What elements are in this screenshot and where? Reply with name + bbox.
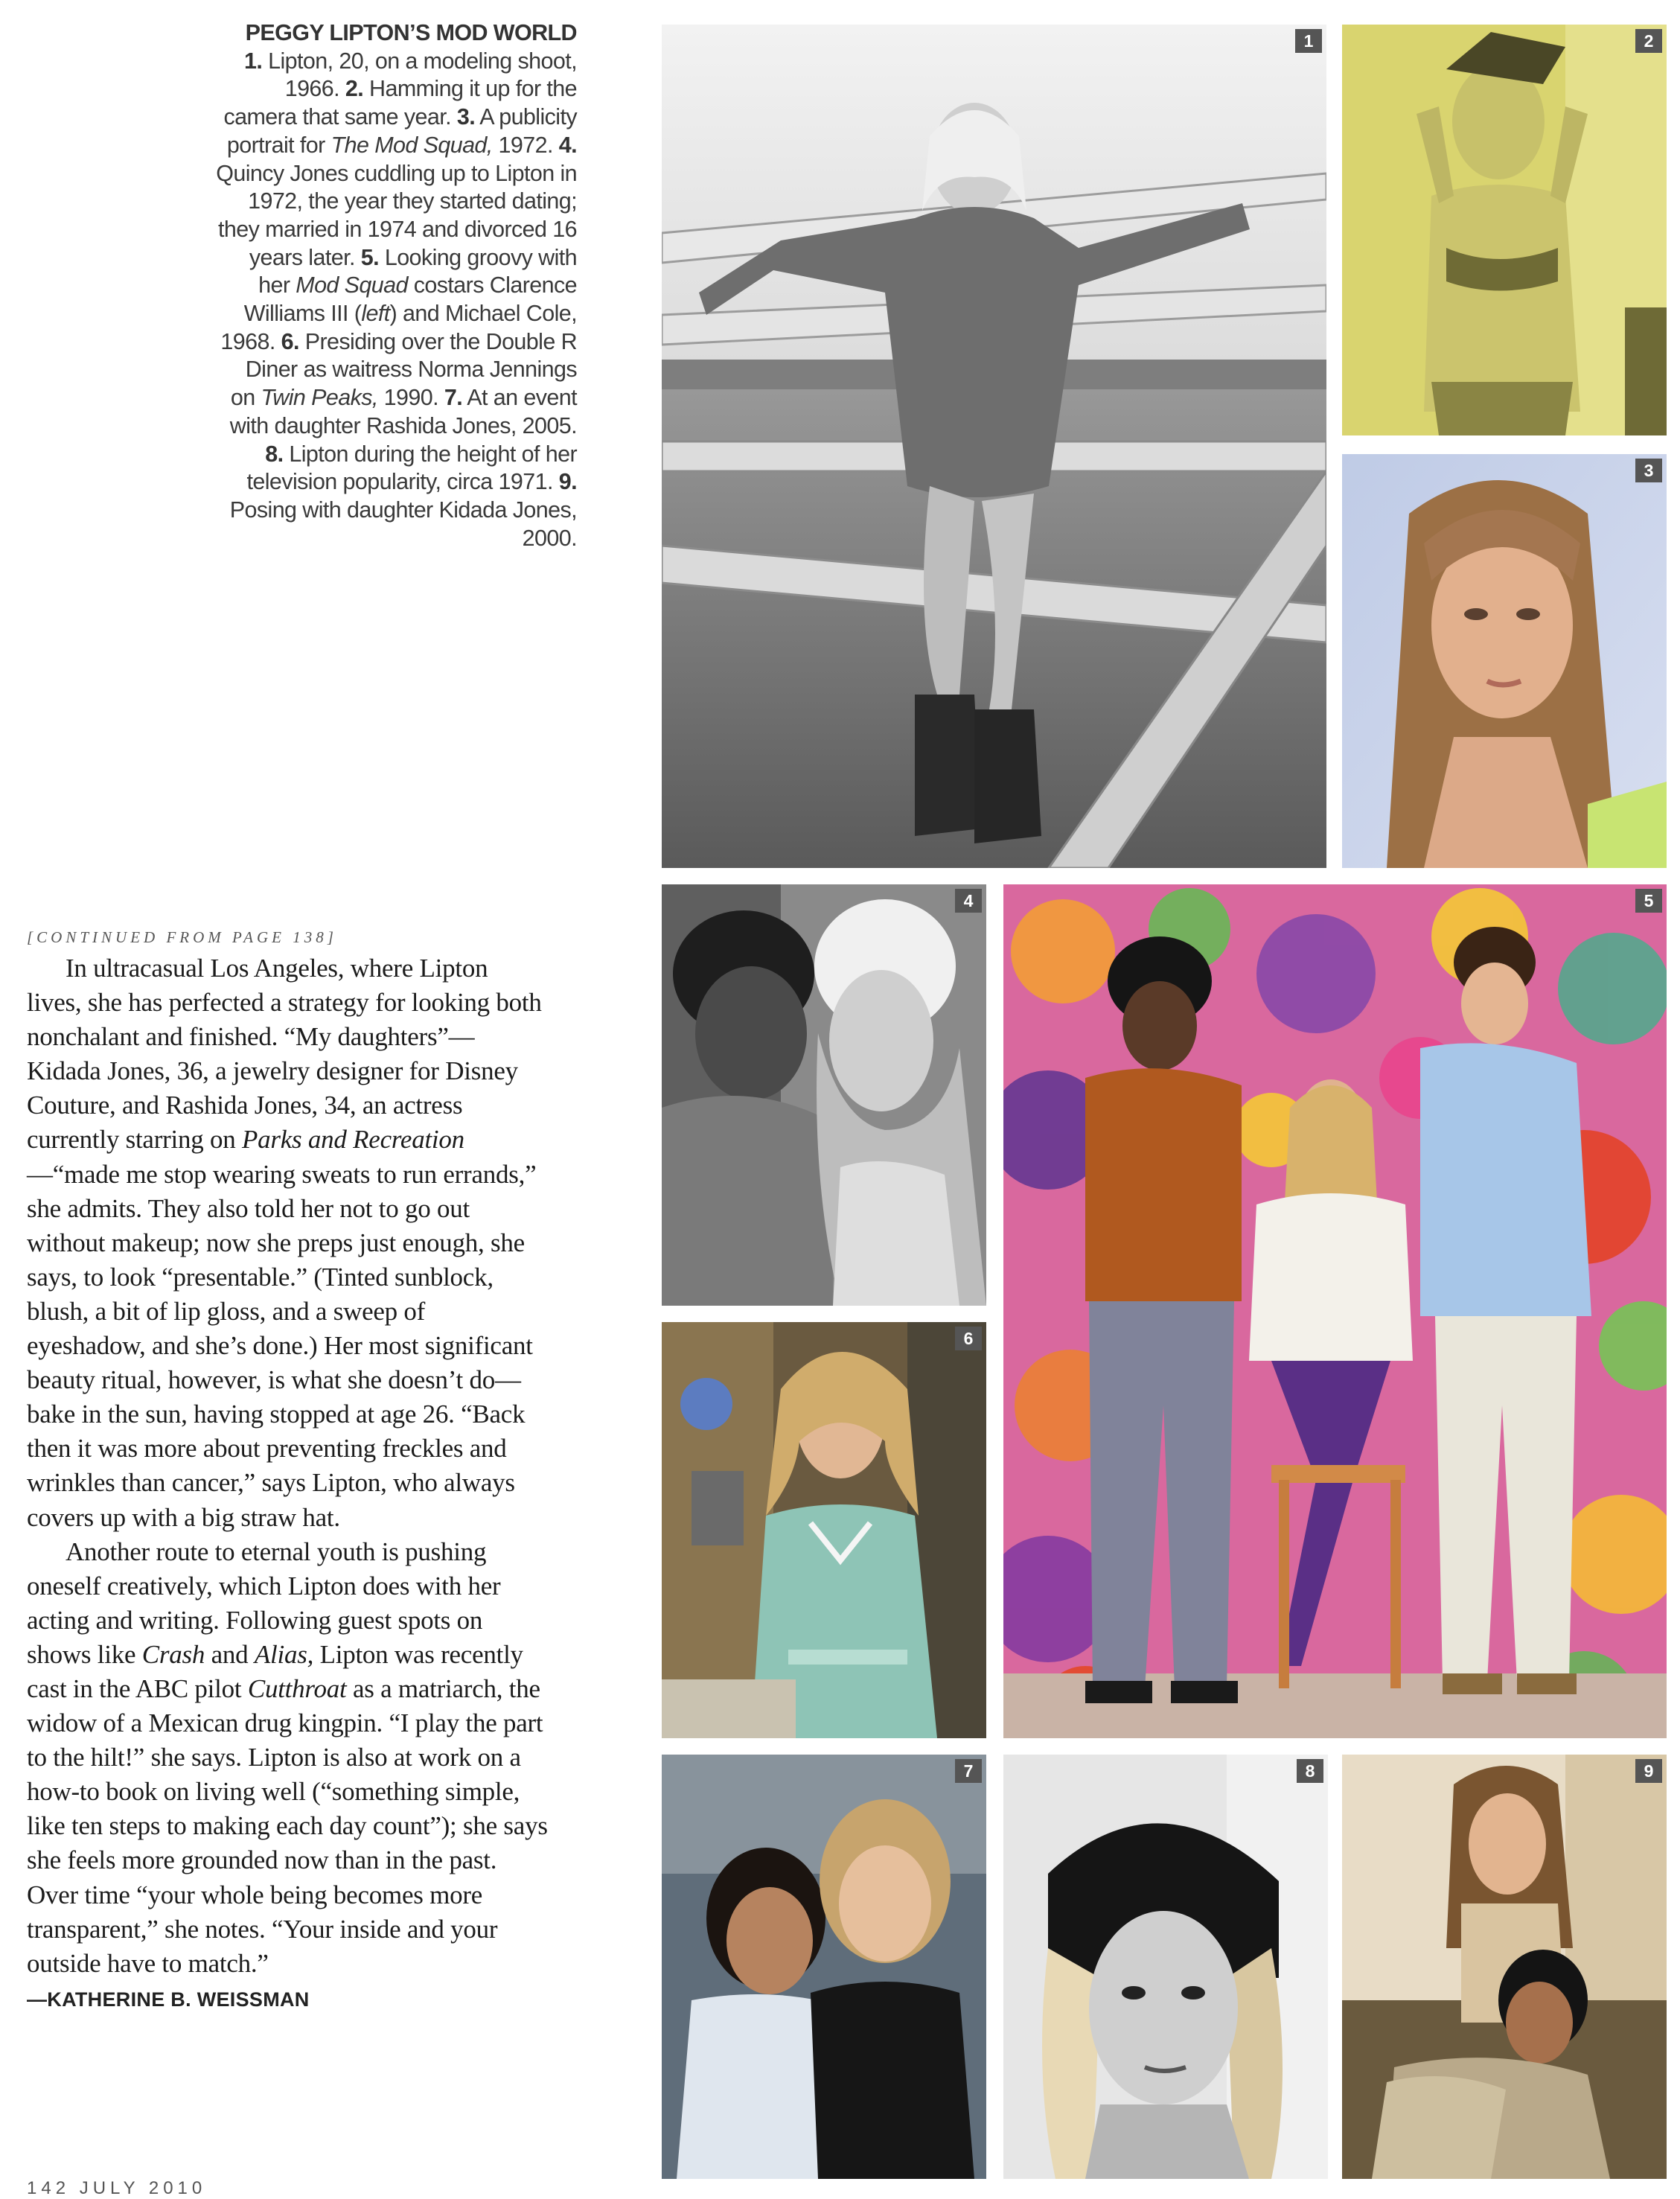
photo-number-badge: 3 — [1635, 459, 1662, 482]
article-text: Cutthroat — [247, 1673, 347, 1703]
caption-number: 2. — [345, 76, 364, 102]
caption-text: Posing with daughter Kidada Jones, 2000. — [229, 497, 577, 551]
caption-number: 5. — [360, 244, 379, 270]
caption-text: Quincy Jones cuddling up to Lipton in 1972, the year they started dating; they married in 1974 and divorced 16 years later. — [216, 160, 577, 270]
caption-text: 1972. — [492, 132, 559, 158]
caption-number: 1. — [243, 48, 263, 74]
caption-title: PEGGY LIPTON’S MOD WORLD — [245, 20, 577, 45]
article-text: Parks and Recreation — [242, 1125, 464, 1155]
caption-number: 9. — [558, 469, 577, 495]
caption-number: 4. — [558, 132, 577, 158]
photo-number-badge: 2 — [1635, 29, 1662, 53]
caption-text: Looking groovy with her — [258, 244, 577, 299]
caption-text: At an event with daughter Rashida Jones, 2005. — [229, 385, 577, 438]
caption-text: Mod Squad — [296, 272, 408, 299]
caption-number: 3. — [456, 104, 476, 130]
photo-3 — [1342, 454, 1667, 868]
photo-1 — [662, 25, 1326, 868]
photo-caption — [216, 19, 577, 552]
photo-7 — [662, 1755, 986, 2179]
photo-5 — [1003, 884, 1667, 1738]
article-text: and — [205, 1639, 255, 1669]
caption-text: 1990. — [377, 385, 444, 411]
caption-text: Twin Peaks, — [261, 385, 378, 411]
photo-number-badge: 9 — [1635, 1759, 1662, 1783]
article-text: Crash — [141, 1639, 205, 1669]
caption-number: 8. — [265, 441, 284, 467]
photo-number-badge: 5 — [1635, 889, 1662, 913]
caption-text: Presiding over the Double R Diner as waitress Norma Jennings on — [230, 328, 577, 411]
photo-2 — [1342, 25, 1667, 435]
photo-number-badge: 8 — [1297, 1759, 1323, 1783]
caption-text: costars Clarence Williams III ( — [243, 272, 577, 327]
article-text: Lipton was recently cast in the ABC pilot — [27, 1639, 523, 1703]
caption-text: Lipton, 20, on a modeling shoot, 1966. — [262, 48, 577, 102]
caption-text: A publicity portrait for — [226, 104, 577, 158]
article-text: as a matriarch, the widow of a Mexican drug kingpin. “I play the part to the hilt!” she says. Lipton is also at work on a how-to book on living well (“something simple, like ten steps to making each day count”); she says she feels more grounded now than in the past. Over time “your whole being becomes more transparent,” she notes. “Your inside and your outside have to match.” — [27, 1673, 548, 1978]
caption-text: ) and Michael Cole, 1968. — [220, 301, 577, 354]
photo-9 — [1342, 1755, 1667, 2179]
article-text: Another route to eternal youth is pushing oneself creatively, which Lipton does with her acting and writing. Following guest spots on shows like — [27, 1536, 501, 1669]
caption-number: 7. — [444, 385, 463, 411]
photo-number-badge: 1 — [1295, 29, 1322, 53]
caption-body — [216, 48, 577, 551]
caption-text: Lipton during the height of her television popularity, circa 1971. — [246, 441, 577, 495]
caption-text: Hamming it up for the camera that same year. — [223, 76, 577, 130]
photo-6 — [662, 1322, 986, 1738]
article-paragraph — [27, 951, 548, 1535]
continued-from-note: [CONTINUED FROM PAGE 138] — [27, 928, 337, 946]
article-text: Alias, — [254, 1639, 314, 1669]
article-text: —“made me stop wearing sweats to run errands,” she admits. They also told her not to go out without makeup; now she preps just enough, she says, to look “presentable.” (Tinted sunblock, blush, a bit of lip gloss, and a sweep of eyeshadow, and she’s done.) Her most significant beauty ritual, however, is what she doesn’t do—bake in the sun, having stopped at age 26. “Back then it was more about preventing freckles and wrinkles than cancer,” says Lipton, who always covers up with a big straw hat. — [27, 1159, 537, 1532]
article-body — [27, 926, 548, 2017]
photo-4 — [662, 884, 986, 1306]
caption-text: The Mod Squad, — [330, 132, 493, 158]
caption-text: left — [361, 301, 390, 327]
photo-number-badge: 7 — [955, 1759, 982, 1783]
photo-number-badge: 6 — [955, 1327, 982, 1350]
article-text: In ultracasual Los Angeles, where Lipton lives, she has perfected a strategy for looking both nonchalant and finished. “My daughters”—Kidada Jones, 36, a jewelry designer for Disney Couture, and Rashida Jones, 34, an actress currently starring on — [27, 954, 542, 1155]
photo-8 — [1003, 1755, 1328, 2179]
page-folio: 142 JULY 2010 — [27, 2178, 207, 2198]
photo-number-badge: 4 — [955, 889, 982, 913]
byline: —KATHERINE B. WEISSMAN — [27, 1988, 310, 2011]
caption-number: 6. — [281, 328, 299, 354]
article-paragraph — [27, 1535, 548, 2017]
